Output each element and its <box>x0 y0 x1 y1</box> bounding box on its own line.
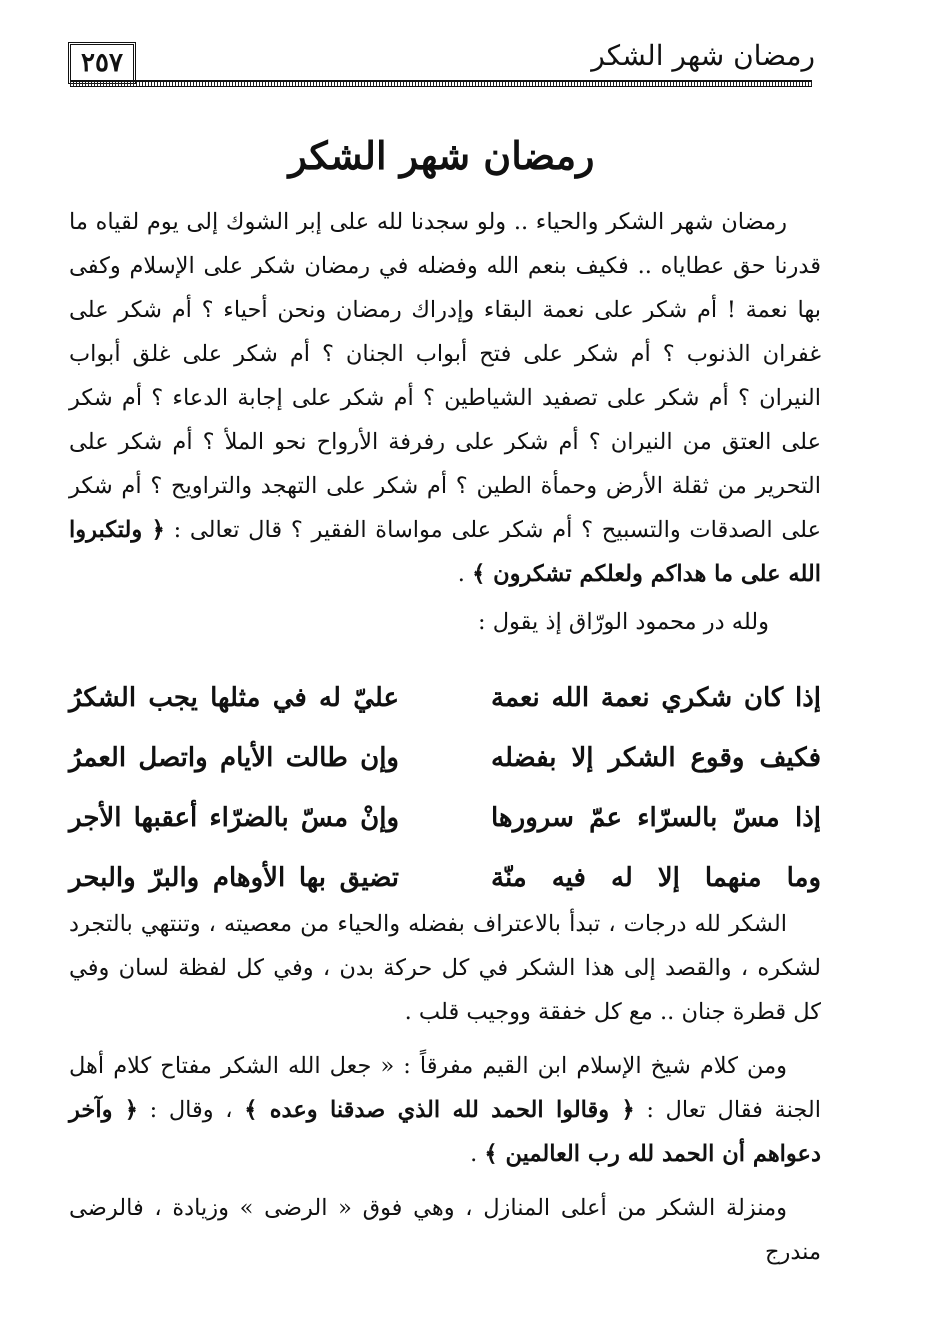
verse-first-hemistich: إذا مسّ بالسرّاء عمّ سرورها <box>491 803 821 833</box>
paragraph-3-text: ومن كلام شيخ الإسلام ابن القيم مفرقاً : « جعل الله الشكر مفتاح كلام أهل الجنة فقال تعال : <box>69 1053 821 1123</box>
chapter-title: رمضان شهر الشكر <box>288 133 595 178</box>
verse-second-hemistich: عليّ له في مثلها يجب الشكرُ <box>69 683 399 713</box>
body-section-1 <box>69 200 821 644</box>
verse-first-hemistich: وما منهما إلا له فيه منّة <box>491 863 821 893</box>
poem-verse <box>69 668 821 728</box>
paragraph-2: الشكر لله درجات ، تبدأ بالاعتراف بفضله والحياء من معصيته ، وتنتهي بالتجرد لشكره ، والقصد إلى هذا الشكر في كل حركة بدن ، وفي كل لفظة لسان وفي كل قطرة جنان .. مع كل خفقة ووجيب قلب . <box>69 911 821 1025</box>
quran-quote-3: ﴿ وآخر دعواهم أن الحمد لله رب العالمين ﴾ <box>69 1097 821 1167</box>
poem-verse <box>69 728 821 788</box>
paragraph-4: ومنزلة الشكر من أعلى المنازل ، وهي فوق « الرضى » وزيادة ، فالرضى مندرج <box>69 1195 821 1265</box>
quran-quote-2: ﴿ وقالوا الحمد لله الذي صدقنا وعده ﴾ <box>244 1097 635 1123</box>
running-header-title: رمضان شهر الشكر <box>591 39 815 72</box>
page-number: ٢٥٧ <box>68 42 136 84</box>
quran-quote-1: ﴿ ولتكبروا الله على ما هداكم ولعلكم تشكرون ﴾ <box>69 517 821 587</box>
paragraph-1 <box>69 200 821 596</box>
body-section-2 <box>69 902 821 1284</box>
paragraph-3 <box>69 1044 821 1176</box>
header-rule <box>70 80 812 87</box>
verse-second-hemistich: وإنْ مسّ بالضرّاء أعقبها الأجر <box>69 803 399 833</box>
verse-first-hemistich: إذا كان شكري نعمة الله نعمة <box>491 683 821 713</box>
paragraph-1-text: رمضان شهر الشكر والحياء .. ولو سجدنا لله على إبر الشوك إلى يوم لقياه ما قدرنا حق عطاياه .. فكيف بنعم الله وفضله في رمضان شكر على الإسلام وكفى بها نعمة ! أم شكر على نعمة البقاء وإدراك رمضان ونحن أحياء ؟ أم شكر على غفران الذنوب ؟ أم شكر على فتح أبواب الجنان ؟ أم شكر على غلق أبواب النيران ؟ أم شكر على تصفيد الشياطين ؟ أم شكر على إجابة الدعاء ؟ أم شكر على العتق من النيران ؟ أم شكر على رفرفة الأرواح نحو الملأ ؟ أم شكر على التحرير من ثقلة الأرض وحمأة الطين ؟ أم شكر على التهجد والتراويح ؟ أم شكر على الصدقات والتسبيح ؟ أم شكر على مواساة الفقير ؟ قال تعالى : <box>69 209 821 543</box>
paragraph-3-mid: ، وقال : <box>149 1097 245 1123</box>
paragraph-1-end: . <box>457 561 473 587</box>
paragraph-3-end: . <box>470 1141 485 1167</box>
verse-first-hemistich: فكيف وقوع الشكر إلا بفضله <box>491 743 821 773</box>
verse-second-hemistich: وإن طالت الأيام واتصل العمرُ <box>69 743 399 773</box>
poem-intro: ولله در محمود الورّاق إذ يقول : <box>477 609 769 635</box>
verse-second-hemistich: تضيق بها الأوهام والبرّ والبحر <box>69 863 399 893</box>
poem-verse <box>69 788 821 848</box>
poem-verse <box>69 848 821 908</box>
poem <box>69 668 821 908</box>
